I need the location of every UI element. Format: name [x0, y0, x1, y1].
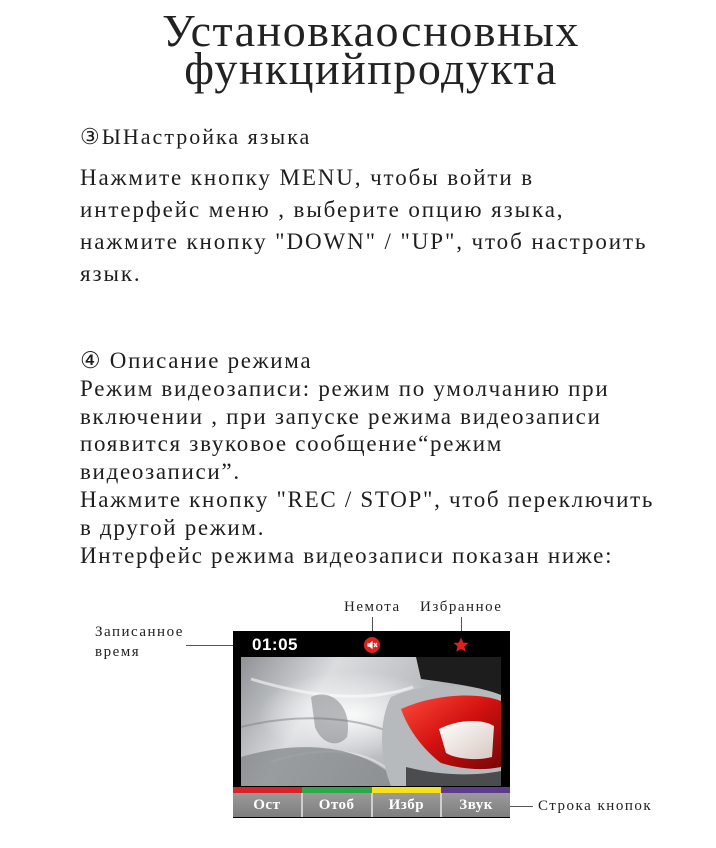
sound-button: Звук [442, 793, 510, 817]
recorded-time-callout-label [95, 622, 184, 662]
favorite-button: Избр [373, 793, 443, 817]
button-bar [233, 793, 510, 817]
text-line: интерфейс меню , выберите опцию языка, [80, 197, 565, 222]
button-bar-leader-line [510, 806, 533, 807]
text-line: включении , при запуске режима видеозаписи [80, 403, 602, 429]
text-line: появится звуковое сообщение“режим [80, 431, 504, 457]
star-icon [453, 637, 469, 653]
recording-time: 01:05 [252, 635, 298, 654]
text-line: Интерфейс режима видеозаписи показан ниже: [80, 542, 614, 568]
mode-description [80, 347, 654, 569]
button-bar-callout-label: Строка кнопок [538, 798, 653, 814]
language-setting-heading: ③ЫНастройка языка [80, 124, 312, 149]
text-line: язык. [80, 261, 142, 286]
text-line: Нажмите кнопку "REC / STOP", чтоб переключить [80, 486, 655, 512]
speaker-muted-icon [364, 637, 380, 653]
text-line: нажмите кнопку "DOWN" / "UP", чтоб настроить [80, 229, 648, 254]
text-line: видеозаписи”. [80, 459, 241, 485]
recording-screen [233, 631, 510, 818]
stop-button: Ост [233, 793, 303, 817]
display-button: Отоб [303, 793, 373, 817]
language-setting-text [80, 162, 647, 290]
mode-description-heading: ④ Описание режима [80, 348, 313, 373]
reverse-lamp [439, 721, 494, 759]
car-photo [241, 657, 501, 786]
text-line: Режим видеозаписи: режим по умолчанию при [80, 375, 610, 401]
page-title-line-2: функцийпродукта [184, 43, 558, 94]
mute-callout-label: Немота [344, 599, 401, 615]
recorded-time-label-line-1: Записанное [95, 624, 184, 640]
recorded-time-label-line-2: время [95, 644, 141, 660]
page-title-line-1: Установкаосновных [162, 5, 580, 56]
favorite-callout-label: Избранное [420, 599, 503, 615]
text-line: в другой режим. [80, 514, 266, 540]
text-line: Нажмите кнопку MENU, чтобы войти в [80, 165, 534, 190]
page-title [26, 5, 716, 94]
